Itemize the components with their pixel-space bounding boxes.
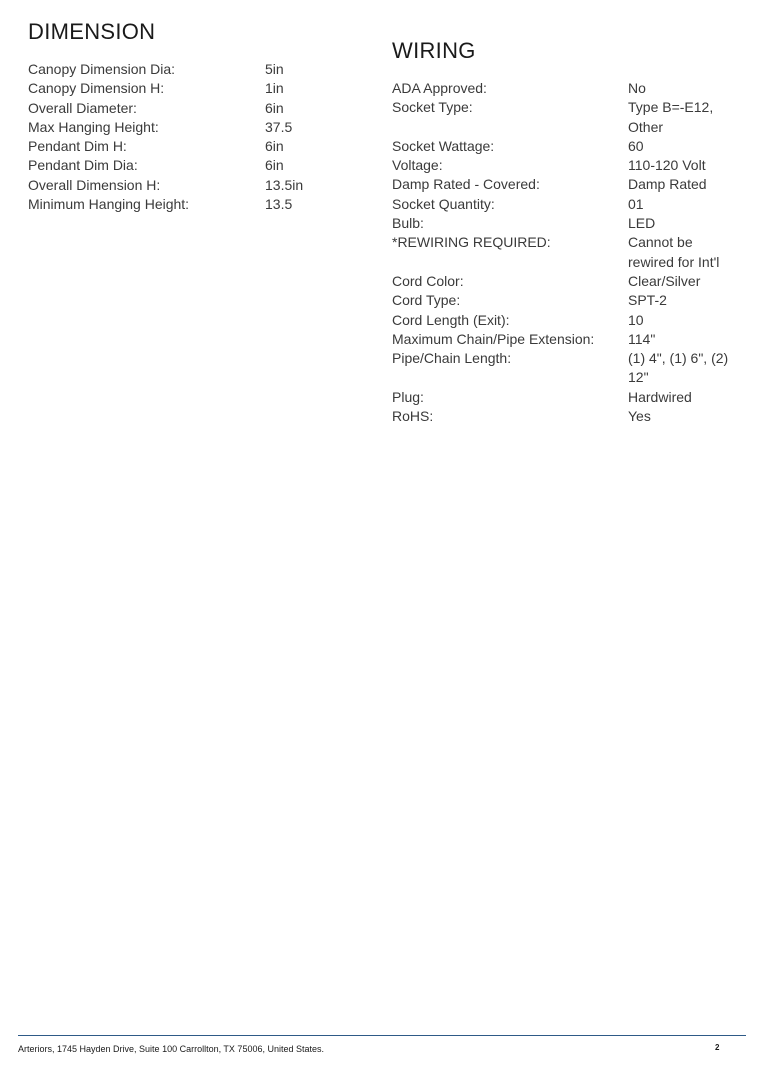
dimension-heading: DIMENSION xyxy=(28,19,156,44)
spec-row xyxy=(392,98,742,137)
spec-row xyxy=(392,407,742,426)
spec-row xyxy=(392,388,742,407)
spec-value: 60 xyxy=(628,137,644,154)
spec-row xyxy=(392,233,742,272)
spec-label: Max Hanging Height: xyxy=(28,118,159,135)
spec-row xyxy=(28,118,358,137)
spec-label: Minimum Hanging Height: xyxy=(28,196,190,213)
spec-label: Socket Type: xyxy=(392,99,473,116)
footer-address: Arteriors, 1745 Hayden Drive, Suite 100 Carrollton, TX 75006, United States. xyxy=(18,1044,324,1054)
spec-value: Yes xyxy=(628,408,651,425)
spec-label: Socket Quantity: xyxy=(392,195,495,212)
page-number: 2 xyxy=(715,1043,720,1052)
spec-label: Pipe/Chain Length: xyxy=(392,350,512,367)
spec-label: ADA Approved: xyxy=(392,80,487,96)
spec-value: 10 xyxy=(628,311,644,328)
spec-row xyxy=(392,330,742,349)
spec-row xyxy=(392,349,742,388)
spec-value: Cannot be rewired for Int'l xyxy=(628,234,720,270)
spec-row xyxy=(392,272,742,291)
dimension-section xyxy=(28,18,358,214)
spec-value: 01 xyxy=(628,195,644,212)
wiring-spec-list xyxy=(392,79,742,426)
spec-row xyxy=(28,137,358,156)
spec-label: Socket Wattage: xyxy=(392,137,495,154)
dimension-spec-list xyxy=(28,60,358,214)
spec-row xyxy=(392,311,742,330)
spec-value: Clear/Silver xyxy=(628,272,701,289)
spec-label: Bulb: xyxy=(392,215,424,232)
spec-row xyxy=(392,156,742,175)
spec-label: Pendant Dim Dia: xyxy=(28,157,138,174)
spec-value: 13.5in xyxy=(265,176,304,193)
spec-row xyxy=(28,176,358,195)
spec-value: LED xyxy=(628,215,656,232)
spec-row xyxy=(28,79,358,98)
spec-value: No xyxy=(628,80,646,96)
spec-value: 6in xyxy=(265,157,284,174)
spec-label: Plug: xyxy=(392,388,424,405)
spec-value: Damp Rated xyxy=(628,176,707,193)
spec-row xyxy=(392,79,742,98)
spec-row xyxy=(392,291,742,310)
spec-value: 110-120 Volt xyxy=(628,157,706,174)
spec-label: Overall Dimension H: xyxy=(28,176,161,193)
spec-label: Cord Length (Exit): xyxy=(392,311,510,328)
spec-row xyxy=(28,156,358,175)
spec-value: 1in xyxy=(265,80,284,97)
spec-label: Damp Rated - Covered: xyxy=(392,176,540,193)
spec-label: Maximum Chain/Pipe Extension: xyxy=(392,330,595,347)
spec-value: 37.5 xyxy=(265,118,293,135)
spec-value: (1) 4", (1) 6", (2) 12" xyxy=(628,350,729,386)
spec-row xyxy=(392,175,742,194)
spec-label: Cord Type: xyxy=(392,292,461,309)
spec-value: 13.5 xyxy=(265,196,293,213)
spec-label: *REWIRING REQUIRED: xyxy=(392,234,551,251)
spec-value: Type B=-E12, Other xyxy=(628,99,714,135)
spec-label: Overall Diameter: xyxy=(28,99,137,116)
spec-value: Hardwired xyxy=(628,388,692,405)
spec-label: Canopy Dimension H: xyxy=(28,80,165,97)
spec-value: SPT-2 xyxy=(628,292,667,309)
spec-label: RoHS: xyxy=(392,408,434,425)
spec-label: Pendant Dim H: xyxy=(28,138,127,155)
spec-row xyxy=(392,195,742,214)
spec-row xyxy=(28,195,358,214)
wiring-section xyxy=(392,37,742,426)
spec-label: Voltage: xyxy=(392,157,443,174)
footer-divider xyxy=(18,1035,746,1036)
spec-value: 5in xyxy=(265,61,284,77)
spec-value: 6in xyxy=(265,138,284,155)
spec-value: 114" xyxy=(628,330,656,347)
wiring-heading: WIRING xyxy=(392,38,476,63)
spec-value: 6in xyxy=(265,99,284,116)
spec-label: Canopy Dimension Dia: xyxy=(28,61,176,77)
spec-row xyxy=(392,214,742,233)
spec-row xyxy=(28,99,358,118)
spec-label: Cord Color: xyxy=(392,272,464,289)
spec-row xyxy=(392,137,742,156)
spec-row xyxy=(28,60,358,79)
